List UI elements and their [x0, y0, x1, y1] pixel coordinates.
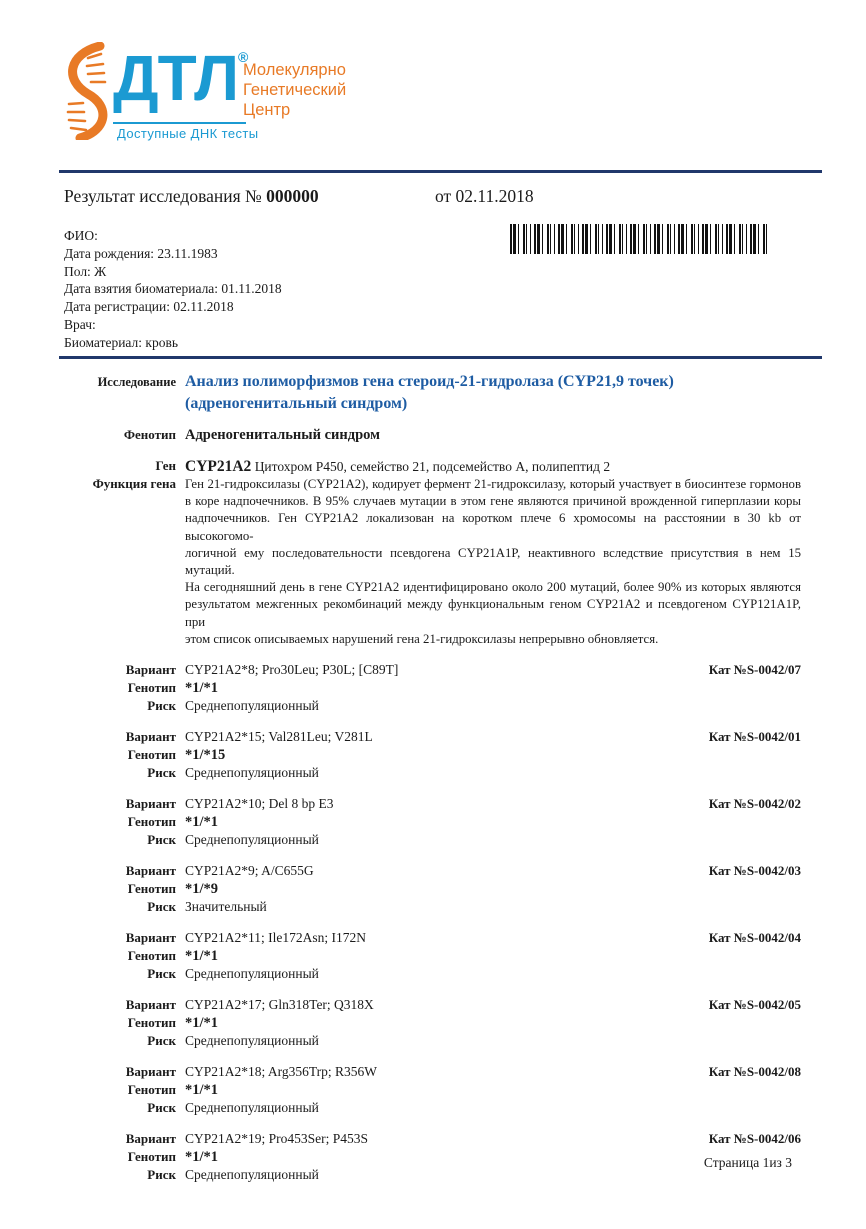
gene-function-line: логичной ему последовательности псевдогена CYP21A1P, неактивного вследствие присутствия в нем 15 мутаций. [185, 545, 801, 578]
genotype-row [59, 746, 808, 764]
variant-label: Вариант [125, 729, 176, 745]
gene-value [185, 458, 801, 476]
variant-value-row [185, 795, 801, 813]
genotype-row [59, 880, 808, 898]
report-title-row [64, 186, 822, 207]
risk-row [59, 831, 808, 849]
catalog-number: Кат №S-0042/02 [708, 796, 801, 812]
report-body [59, 371, 808, 1184]
variant-block [59, 929, 808, 983]
logo-subtitle [243, 60, 346, 120]
variant-value-row [185, 996, 801, 1014]
variant-value: CYP21A2*11; Ile172Asn; I172N [185, 930, 366, 946]
genotype-label: Генотип [127, 1149, 176, 1165]
report-date: от 02.11.2018 [435, 186, 534, 206]
variant-value: CYP21A2*10; Del 8 bp E3 [185, 796, 334, 812]
genotype-value: *1/*1 [185, 680, 219, 697]
genotype-label: Генотип [127, 881, 176, 897]
barcode [510, 224, 768, 254]
genotype-label: Генотип [127, 1015, 176, 1031]
variant-block [59, 661, 808, 715]
genotype-row [59, 1081, 808, 1099]
study-label: Исследование [97, 375, 176, 389]
risk-label: Риск [147, 832, 176, 848]
variant-row [59, 862, 808, 880]
logo-subtitle-line: Генетический [243, 81, 347, 99]
risk-label: Риск [147, 1033, 176, 1049]
risk-row [59, 898, 808, 916]
gene-function-row [59, 476, 808, 648]
logo-tagline: Доступные ДНК тесты [117, 126, 259, 141]
genotype-row [59, 679, 808, 697]
variant-label: Вариант [125, 863, 176, 879]
variant-value: CYP21A2*8; Pro30Leu; P30L; [C89T] [185, 662, 399, 678]
gene-row [59, 458, 808, 476]
report-title-prefix: Результат исследования № [64, 186, 262, 206]
variant-value-row [185, 929, 801, 947]
catalog-number: Кат №S-0042/01 [708, 729, 801, 745]
genotype-value: *1/*1 [185, 1149, 219, 1166]
risk-value: Значительный [185, 899, 267, 915]
variant-row [59, 929, 808, 947]
gene-label: Ген [155, 458, 176, 473]
genotype-label: Генотип [127, 680, 176, 696]
variant-row [59, 996, 808, 1014]
risk-label: Риск [147, 698, 176, 714]
logo-subtitle-line: Молекулярно [243, 61, 346, 79]
risk-row [59, 697, 808, 715]
risk-label: Риск [147, 1167, 176, 1183]
genotype-row [59, 813, 808, 831]
patient-info-line: Пол: Ж [64, 263, 107, 279]
page-number: Страница 1из 3 [703, 1155, 792, 1170]
catalog-number: Кат №S-0042/05 [708, 997, 801, 1013]
variant-block [59, 996, 808, 1050]
variant-value-row [185, 1130, 801, 1148]
phenotype-value: Адреногенитальный синдром [185, 427, 380, 443]
variant-value: CYP21A2*18; Arg356Trp; R356W [185, 1064, 378, 1080]
patient-info-line: Биоматериал: кровь [64, 334, 178, 350]
variant-label: Вариант [125, 662, 176, 678]
logo-brand [113, 42, 249, 114]
genotype-label: Генотип [127, 1082, 176, 1098]
variant-value-row [185, 728, 801, 746]
variant-row [59, 1130, 808, 1148]
genotype-label: Генотип [127, 747, 176, 763]
risk-value: Среднепопуляционный [185, 765, 319, 781]
risk-value: Среднепопуляционный [185, 966, 319, 982]
variant-label: Вариант [125, 796, 176, 812]
study-title-line: Анализ полиморфизмов гена стероид-21-гидролаза (CYP21,9 точек) [185, 373, 674, 390]
variant-label: Вариант [125, 1064, 176, 1080]
phenotype-label: Фенотип [123, 427, 176, 442]
variant-block [59, 728, 808, 782]
divider-top [59, 170, 822, 173]
patient-info-line: Дата рождения: 23.11.1983 [64, 245, 218, 261]
variant-label: Вариант [125, 997, 176, 1013]
variant-block [59, 1063, 808, 1117]
gene-function-line: Ген 21-гидроксилазы (CYP21A2), кодирует фермент 21-гидроксилазу, который участвует в биосинтезе гормонов [185, 477, 801, 491]
risk-value: Среднепопуляционный [185, 832, 319, 848]
variant-value-row [185, 862, 801, 880]
variant-label: Вариант [125, 930, 176, 946]
variant-value: CYP21A2*17; Gln318Ter; Q318X [185, 997, 374, 1013]
variant-value: CYP21A2*9; A/C655G [185, 863, 314, 879]
divider-main [59, 356, 822, 359]
patient-info [64, 227, 282, 352]
risk-row [59, 1099, 808, 1117]
variant-value-row [185, 661, 801, 679]
genotype-row [59, 947, 808, 965]
gene-function-line: этом список описываемых нарушений гена 21-гидроксилазы непрерывно обновляется. [185, 631, 659, 646]
variant-value: CYP21A2*15; Val281Leu; V281L [185, 729, 373, 745]
variant-value-row [185, 1063, 801, 1081]
variant-row [59, 795, 808, 813]
gene-function-line: На сегодняшний день в гене CYP21A2 идентифицировано около 200 мутаций, более 90% из которых являются [185, 580, 801, 595]
risk-label: Риск [147, 899, 176, 915]
genotype-value: *1/*15 [185, 747, 226, 764]
risk-label: Риск [147, 765, 176, 781]
genotype-value: *1/*1 [185, 814, 219, 831]
patient-info-line: Дата регистрации: 02.11.2018 [64, 299, 234, 315]
catalog-number: Кат №S-0042/06 [708, 1131, 801, 1147]
variant-label: Вариант [125, 1131, 176, 1147]
genotype-row [59, 1014, 808, 1032]
risk-value: Среднепопуляционный [185, 1167, 319, 1183]
report-title [64, 186, 319, 206]
phenotype-row [59, 427, 808, 444]
variant-row [59, 661, 808, 679]
variant-block [59, 862, 808, 916]
risk-value: Среднепопуляционный [185, 698, 319, 714]
study-title-line: (адреногенитальный синдром) [185, 394, 408, 412]
gene-function-text [185, 476, 801, 648]
genotype-value: *1/*1 [185, 1082, 219, 1099]
study-title [185, 371, 801, 414]
variant-block [59, 795, 808, 849]
genotype-label: Генотип [127, 814, 176, 830]
gene-function-label: Функция гена [92, 476, 176, 491]
gene-description: Цитохром P450, семейство 21, подсемейство А, полипептид 2 [254, 459, 611, 474]
catalog-number: Кат №S-0042/04 [708, 930, 801, 946]
risk-label: Риск [147, 1100, 176, 1116]
risk-row [59, 965, 808, 983]
patient-info-line: ФИО: [64, 228, 98, 243]
catalog-number: Кат №S-0042/08 [708, 1064, 801, 1080]
gene-function-line: надпочечников. Ген CYP21A2 локализован на коротком плече 6 хромосомы на расстоянии в 30 kb от высокогомо- [185, 511, 801, 543]
dna-helix-icon [60, 42, 114, 140]
variant-row [59, 728, 808, 746]
catalog-number: Кат №S-0042/07 [708, 662, 801, 678]
genotype-label: Генотип [127, 948, 176, 964]
patient-info-line: Дата взятия биоматериала: 01.11.2018 [64, 281, 282, 297]
variant-value: CYP21A2*19; Pro453Ser; P453S [185, 1131, 369, 1147]
registered-mark-icon: ® [238, 49, 249, 65]
logo-brand-text: ДТЛ [113, 42, 238, 114]
gene-name: CYP21A2 [185, 458, 252, 475]
variant-row [59, 1063, 808, 1081]
risk-row [59, 1032, 808, 1050]
logo-subtitle-line: Центр [243, 101, 291, 119]
gene-function-line: результатом межгенных рекомбинаций между функциональным геном CYP21A2 и псевдогеном CYP121A1P, при [185, 597, 801, 629]
study-row [59, 371, 808, 414]
logo-underline [113, 122, 246, 124]
genotype-value: *1/*1 [185, 948, 219, 965]
gene-function-line: в коре надпочечников. В 95% случаев мутации в этом гене являются причиной врожденной гиперплазии коры [185, 494, 801, 509]
patient-info-line: Врач: [64, 316, 96, 332]
risk-value: Среднепопуляционный [185, 1100, 319, 1116]
catalog-number: Кат №S-0042/03 [708, 863, 801, 879]
genotype-value: *1/*1 [185, 1015, 219, 1032]
risk-label: Риск [147, 966, 176, 982]
report-number: 000000 [266, 186, 319, 206]
risk-value: Среднепопуляционный [185, 1033, 319, 1049]
genotype-value: *1/*9 [185, 881, 219, 898]
risk-row [59, 764, 808, 782]
